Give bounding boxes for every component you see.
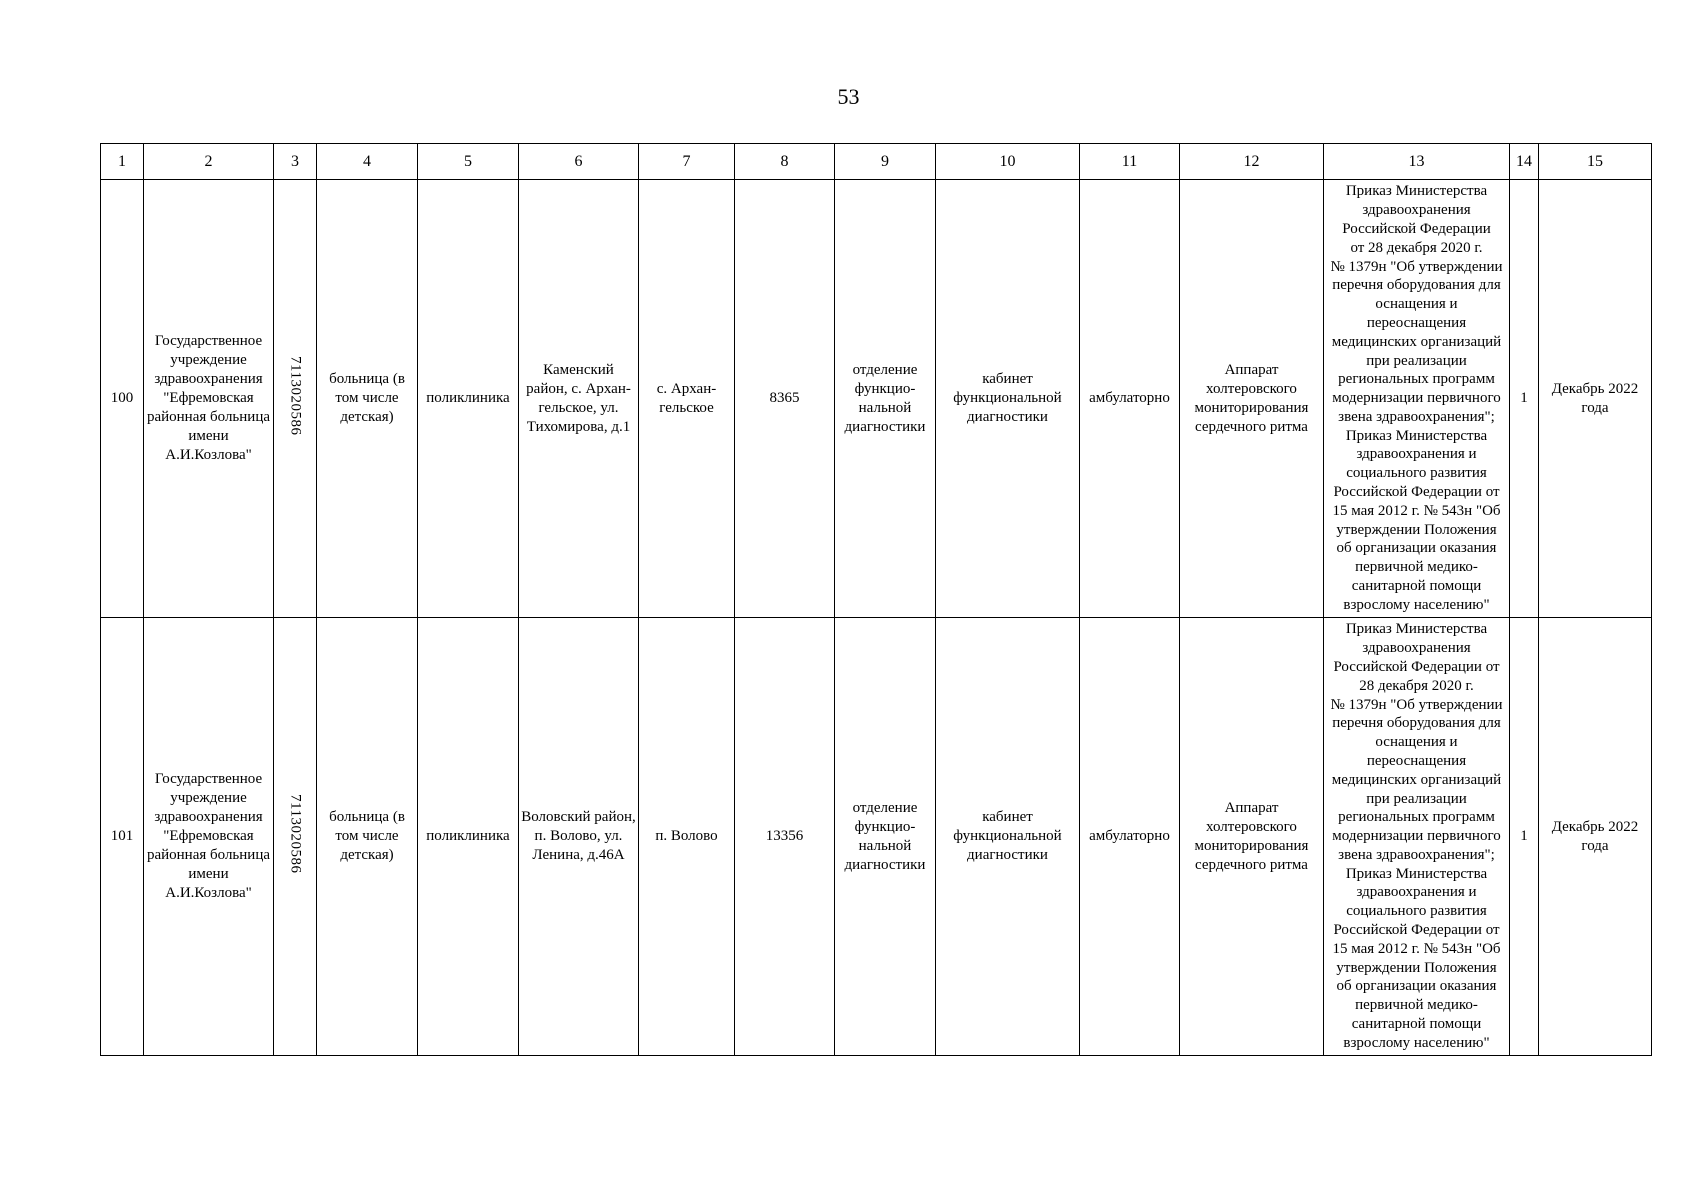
column-header: 5 (418, 144, 519, 180)
equipment-cell: Аппарат холтеровского мониторирования сердечного ритма (1180, 180, 1324, 618)
department-cell: отделение функцио-нальной диагностики (835, 618, 936, 1056)
column-header: 14 (1510, 144, 1539, 180)
column-header: 6 (519, 144, 639, 180)
equipment-cell: Аппарат холтеровского мониторирования сердечного ритма (1180, 618, 1324, 1056)
organization-cell: Государственное учреждение здравоохранения "Ефремовская районная больница имени А.И.Козлова" (144, 618, 274, 1056)
column-header: 8 (735, 144, 835, 180)
equipment-table (100, 143, 1652, 1056)
code-text: 7113020586 (287, 793, 304, 874)
settlement-cell: п. Волово (639, 618, 735, 1056)
date-cell: Декабрь 2022 года (1539, 618, 1652, 1056)
population-cell: 13356 (735, 618, 835, 1056)
column-header: 13 (1324, 144, 1510, 180)
column-header: 12 (1180, 144, 1324, 180)
table-row (101, 618, 1652, 1056)
quantity-cell: 1 (1510, 618, 1539, 1056)
date-cell: Декабрь 2022 года (1539, 180, 1652, 618)
header-row (101, 144, 1652, 180)
subdivision-cell: поликлиника (418, 618, 519, 1056)
room-cell: кабинет функциональной диагностики (936, 618, 1080, 1056)
column-header: 15 (1539, 144, 1652, 180)
department-cell: отделение функцио-нальной диагностики (835, 180, 936, 618)
population-cell: 8365 (735, 180, 835, 618)
quantity-cell: 1 (1510, 180, 1539, 618)
organization-cell: Государственное учреждение здравоохранения "Ефремовская районная больница имени А.И.Козлова" (144, 180, 274, 618)
room-cell: кабинет функциональной диагностики (936, 180, 1080, 618)
code-cell (274, 180, 317, 618)
column-header: 9 (835, 144, 936, 180)
address-cell: Воловский район, п. Волово, ул. Ленина, д.46А (519, 618, 639, 1056)
column-header: 3 (274, 144, 317, 180)
code-text: 7113020586 (287, 355, 304, 436)
column-header: 4 (317, 144, 418, 180)
settlement-cell: с. Архан-гельское (639, 180, 735, 618)
code-cell (274, 618, 317, 1056)
conditions-cell: амбулаторно (1080, 180, 1180, 618)
subdivision-cell: поликлиника (418, 180, 519, 618)
column-header: 11 (1080, 144, 1180, 180)
legal-basis-cell: Приказ Министерства здравоохранения Российской Федерации от 28 декабря 2020 г. № 1379н "Об утверждении перечня оборудования для оснащения и переоснащения медицинских организаций при реализации региональных программ модернизации первичного звена здравоохранения"; Приказ Министерства здравоохранения и социального развития Российской Федерации от 15 мая 2012 г. № 543н "Об утверждении Положения об организации оказания первичной медико- санитарной помощи взрослому населению" (1324, 180, 1510, 618)
legal-basis-cell: Приказ Министерства здравоохранения Российской Федерации от 28 декабря 2020 г. № 1379н "Об утверждении перечня оборудования для оснащения и переоснащения медицинских организаций при реализации региональных программ модернизации первичного звена здравоохранения"; Приказ Министерства здравоохранения и социального развития Российской Федерации от 15 мая 2012 г. № 543н "Об утверждении Положения об организации оказания первичной медико- санитарной помощи взрослому населению" (1324, 618, 1510, 1056)
row-number-cell: 100 (101, 180, 144, 618)
table-row (101, 180, 1652, 618)
row-number-cell: 101 (101, 618, 144, 1056)
page-number: 53 (837, 84, 860, 109)
column-header: 2 (144, 144, 274, 180)
column-header: 10 (936, 144, 1080, 180)
address-cell: Каменский район, с. Архан-гельское, ул. Тихомирова, д.1 (519, 180, 639, 618)
column-header: 1 (101, 144, 144, 180)
org-type-cell: больница (в том числе детская) (317, 618, 418, 1056)
column-header: 7 (639, 144, 735, 180)
conditions-cell: амбулаторно (1080, 618, 1180, 1056)
org-type-cell: больница (в том числе детская) (317, 180, 418, 618)
